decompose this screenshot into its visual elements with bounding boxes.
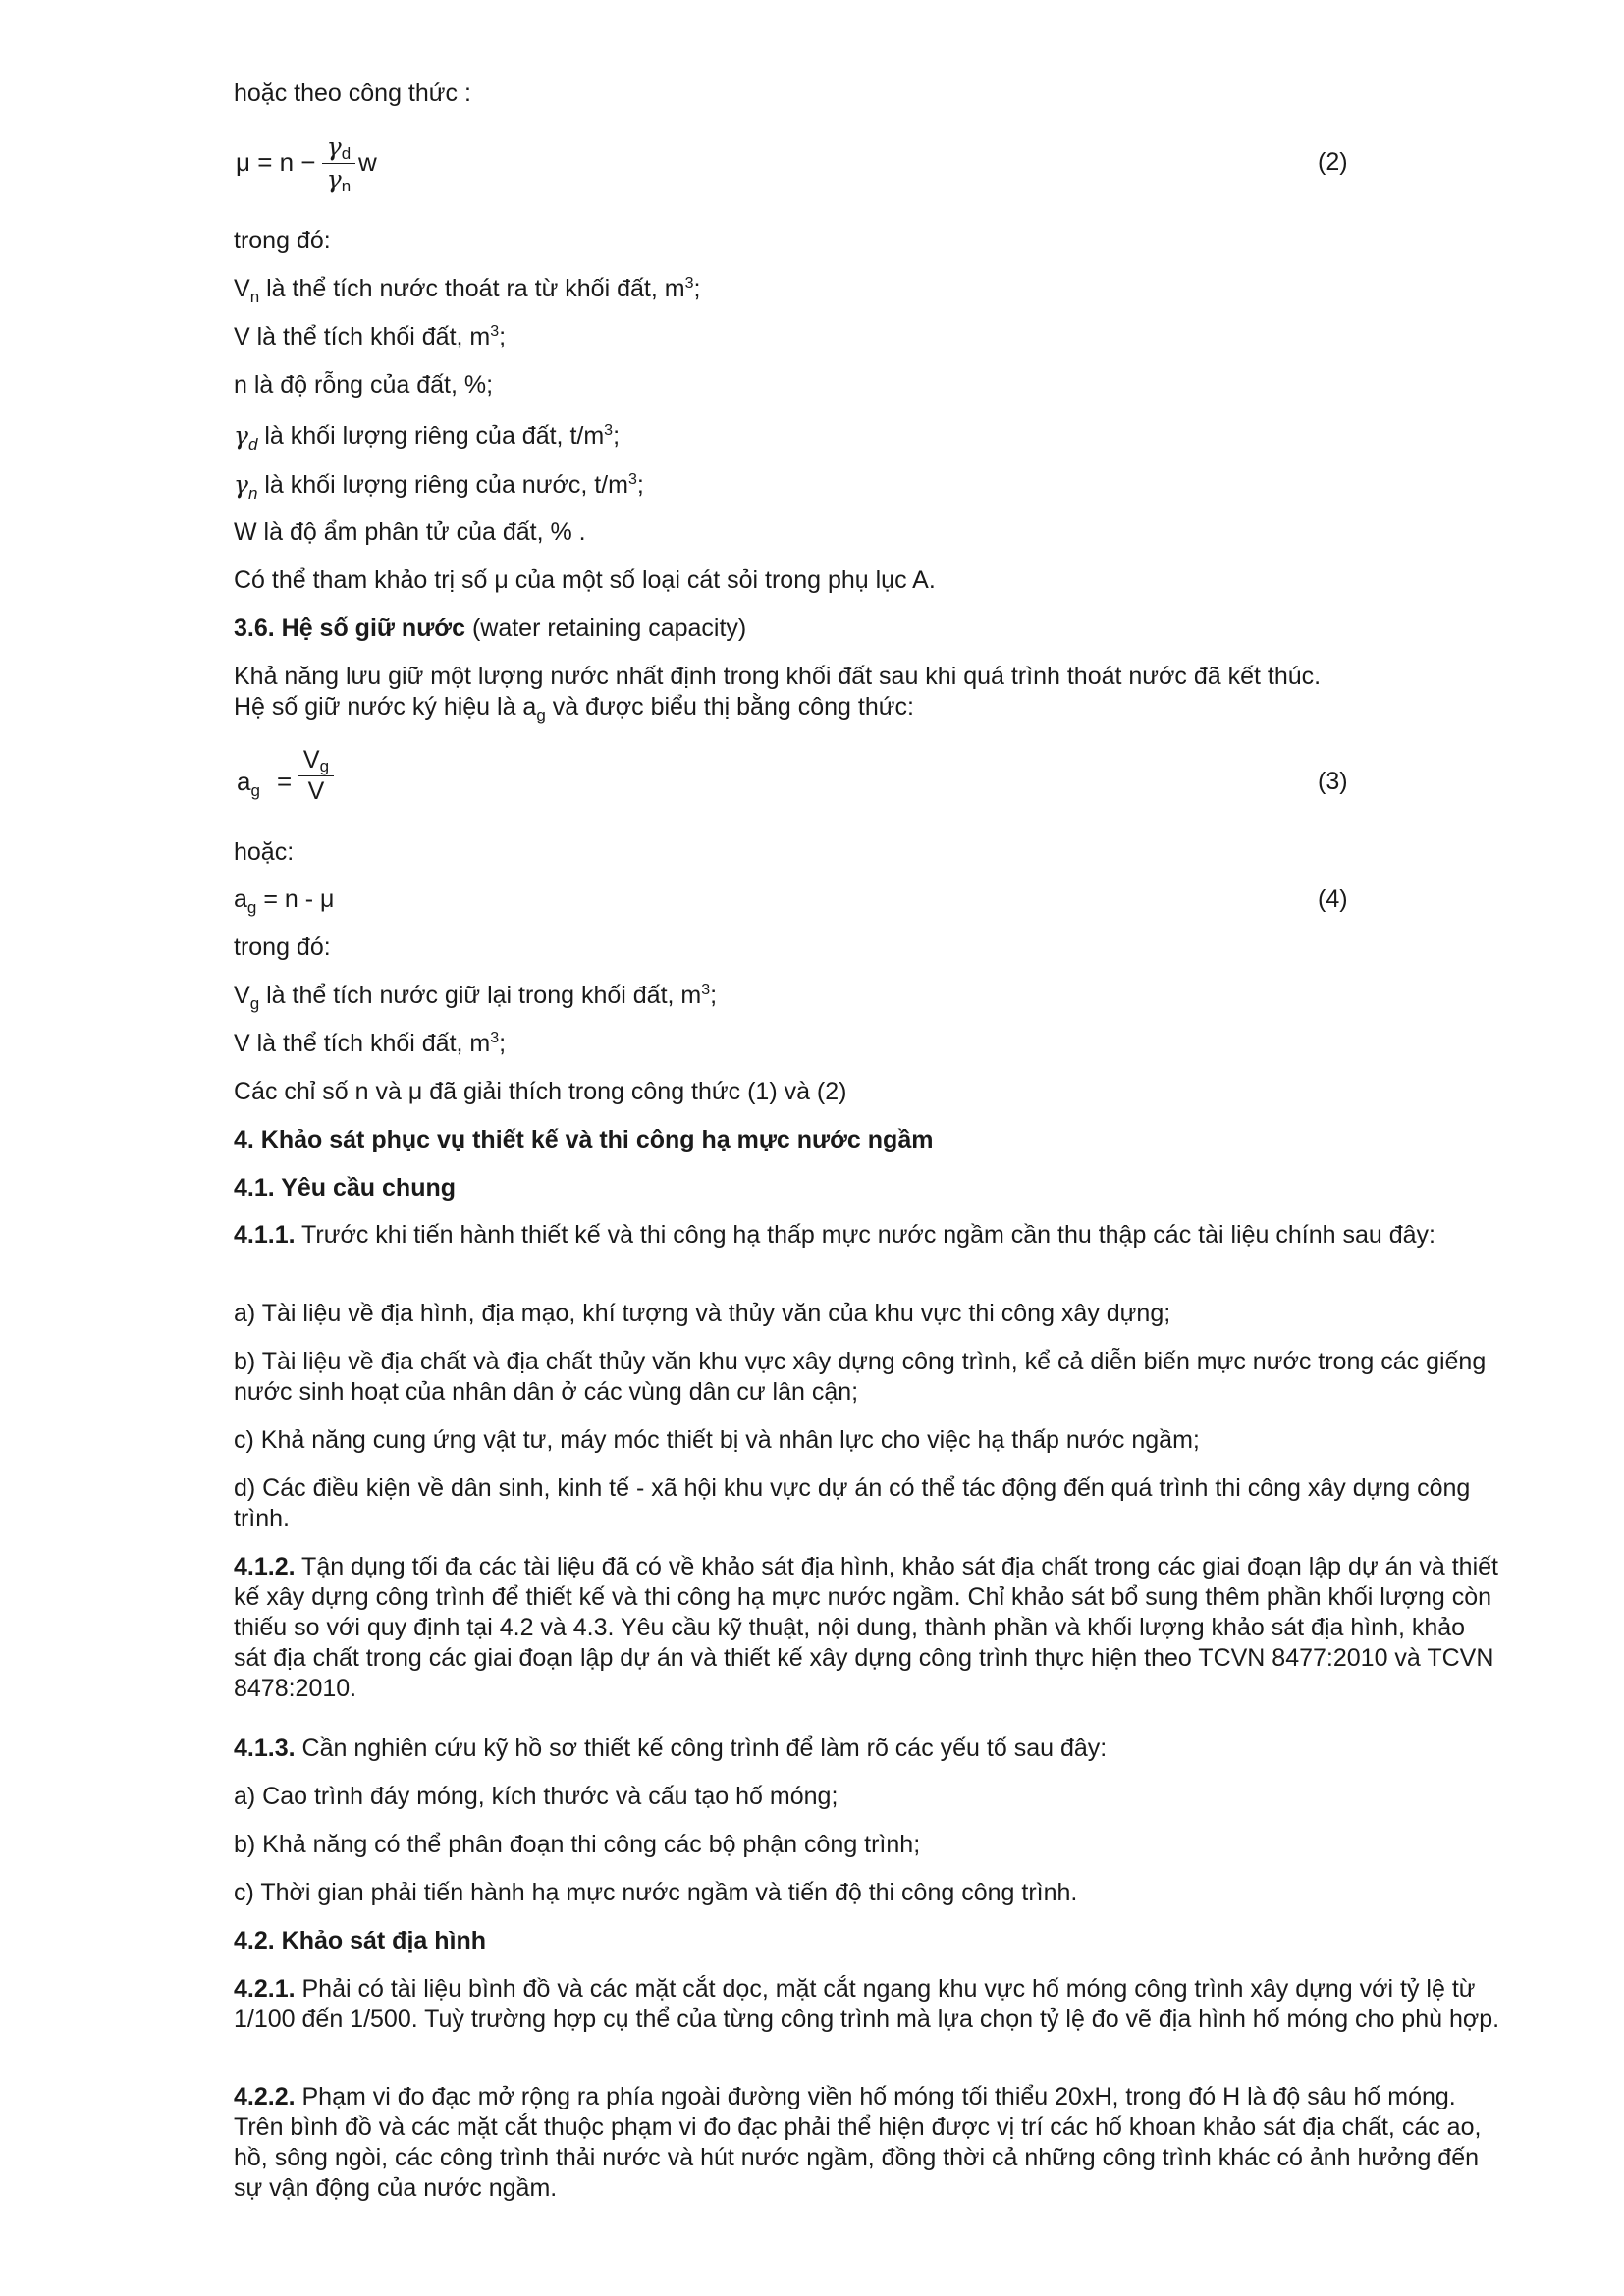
section-3-6-english: (water retaining capacity) bbox=[465, 614, 747, 642]
clause-number: 4.2.2. bbox=[234, 2083, 296, 2110]
list-item: c) Thời gian phải tiến hành hạ mực nước ngầm và tiến độ thi công công trình. bbox=[234, 1879, 1078, 1906]
superscript-3: 3 bbox=[701, 982, 711, 998]
definition-indices: Các chỉ số n và μ đã giải thích trong công thức (1) và (2) bbox=[234, 1078, 847, 1105]
section-3-6-paragraph-1: Khả năng lưu giữ một lượng nước nhất định trong khối đất sau khi quá trình thoát nước đã kết thúc. bbox=[234, 663, 1322, 690]
formula-2-num-sub: d bbox=[341, 144, 352, 163]
superscript-3: 3 bbox=[684, 275, 694, 292]
formula-3-equals: = bbox=[277, 767, 293, 796]
section-4-1-heading: 4.1. Yêu cầu chung bbox=[234, 1174, 457, 1201]
formula-2-lhs: μ = n − bbox=[236, 147, 316, 177]
list-item: b) Tài liệu về địa chất và địa chất thủy văn khu vực xây dựng công trình, kể cả diễn biến mực nước trong các giếng nước sinh hoạt của nhân dân ở các vùng dân cư lân cận; bbox=[234, 1348, 1487, 1406]
denominator-v: V bbox=[307, 777, 325, 805]
definition-text: V là thể tích khối đất, m bbox=[234, 323, 491, 350]
definition-n: n là độ rỗng của đất, %; bbox=[234, 371, 494, 399]
clause-text: Tận dụng tối đa các tài liệu đã có về khảo sát địa hình, khảo sát địa chất trong các giai đoạn lập dự án và thiết kế xây dựng công trình để thiết kế và thi công hạ mực nước ngầm. Chỉ khảo sát bổ sung thêm phần khối lượng còn thiếu so với quy định tại 4.2 và 4.3. Yêu cầu kỹ thuật, nội dung, thành phần và khối lượng khảo sát địa hình, khảo sát địa chất trong các giai đoạn lập dự án và thiết kế xây dựng công trình thực hiện theo TCVN 8477:2010 và TCVN 8478:2010. bbox=[234, 1553, 1498, 1702]
section-3-6-paragraph-2 bbox=[234, 692, 1500, 724]
definition-text: là khối lượng riêng của nước, t/m bbox=[257, 471, 628, 499]
symbol-gamma: γ bbox=[234, 421, 248, 450]
punctuation: ; bbox=[636, 471, 644, 499]
clause-text: Cần nghiên cứu kỹ hồ sơ thiết kế công trình để làm rõ các yếu tố sau đây: bbox=[295, 1735, 1108, 1762]
superscript-3: 3 bbox=[490, 323, 500, 340]
formula-3-fraction bbox=[298, 745, 334, 807]
subscript-d: d bbox=[247, 435, 258, 454]
punctuation: ; bbox=[693, 275, 701, 302]
superscript-3: 3 bbox=[627, 471, 637, 488]
punctuation: ; bbox=[613, 422, 621, 450]
where-label: trong đó: bbox=[234, 934, 331, 961]
equation-number-3: (3) bbox=[1318, 768, 1348, 795]
text-part: và được biểu thị bằng công thức: bbox=[545, 693, 914, 721]
clause-4-1-2 bbox=[234, 1552, 1500, 1704]
subscript-g: g bbox=[319, 757, 330, 775]
definition-v bbox=[234, 1029, 1500, 1062]
punctuation: ; bbox=[499, 323, 507, 350]
equation-number-4: (4) bbox=[1318, 885, 1348, 913]
clause-text: Phạm vi đo đạc mở rộng ra phía ngoài đường viền hố móng tối thiểu 20xH, trong đó H là độ sâu hố móng. Trên bình đồ và các mặt cắt thuộc phạm vi đo đạc phải thể hiện được vị trí các hố khoan khảo sát địa chất, các ao, hồ, sông ngòi, các công trình thải nước và hút nước ngầm, đồng thời cả những công trình khác có ảnh hưởng đến sự vận động của nước ngầm. bbox=[234, 2083, 1482, 2202]
formula-2-w: w bbox=[358, 147, 377, 177]
section-3-6-title: 3.6. Hệ số giữ nước bbox=[234, 614, 465, 642]
clause-4-2-1 bbox=[234, 1974, 1500, 2035]
definition-w: W là độ ẩm phân tử của đất, % . bbox=[234, 518, 586, 546]
subscript-g: g bbox=[536, 706, 546, 724]
definition-vg bbox=[234, 981, 1500, 1014]
symbol-v: V bbox=[234, 982, 250, 1009]
subscript-g: g bbox=[246, 898, 257, 917]
definition-gamma-d bbox=[234, 420, 1500, 454]
superscript-3: 3 bbox=[604, 422, 614, 439]
reference-annex-a: Có thể tham khảo trị số μ của một số loại cát sỏi trong phụ lục A. bbox=[234, 566, 936, 594]
symbol-a: a bbox=[237, 767, 251, 796]
punctuation: ; bbox=[710, 982, 718, 1009]
formula-2-den-sub: n bbox=[341, 177, 352, 195]
superscript-3: 3 bbox=[490, 1030, 500, 1046]
clause-text: Trước khi tiến hành thiết kế và thi công hạ thấp mực nước ngầm cần thu thập các tài liệu chính sau đây: bbox=[295, 1221, 1435, 1249]
formula-4-rhs: = n - μ bbox=[256, 885, 335, 913]
list-item: c) Khả năng cung ứng vật tư, máy móc thiết bị và nhân lực cho việc hạ thấp nước ngầm; bbox=[234, 1426, 1200, 1454]
subscript-g: g bbox=[249, 994, 260, 1013]
definition-text: là khối lượng riêng của đất, t/m bbox=[257, 422, 605, 450]
clause-number: 4.1.1. bbox=[234, 1221, 296, 1249]
or-label: hoặc: bbox=[234, 838, 295, 866]
subscript-n: n bbox=[247, 484, 258, 503]
punctuation: ; bbox=[499, 1030, 507, 1057]
symbol-v: V bbox=[234, 275, 250, 302]
formula-2-fraction bbox=[322, 132, 355, 197]
section-4-2-heading: 4.2. Khảo sát địa hình bbox=[234, 1927, 486, 1954]
subscript-n: n bbox=[249, 288, 260, 306]
definition-text: V là thể tích khối đất, m bbox=[234, 1030, 491, 1057]
formula-3-lhs bbox=[237, 767, 260, 800]
section-3-6-heading bbox=[234, 614, 1500, 644]
definition-gamma-n bbox=[234, 469, 1500, 504]
list-item: a) Tài liệu về địa hình, địa mạo, khí tượng và thủy văn của khu vực thi công xây dựng; bbox=[234, 1300, 1171, 1327]
clause-number: 4.2.1. bbox=[234, 1975, 296, 2002]
definition-text: là thể tích nước giữ lại trong khối đất, m bbox=[259, 982, 702, 1009]
formula-2-num-gamma: γ bbox=[326, 133, 342, 161]
equation-number-2: (2) bbox=[1318, 148, 1348, 176]
formula-2-den-gamma: γ bbox=[326, 165, 342, 193]
text-part: Hệ số giữ nước ký hiệu là a bbox=[234, 693, 537, 721]
clause-number: 4.1.3. bbox=[234, 1735, 296, 1762]
paragraph-or-formula: hoặc theo công thức : bbox=[234, 80, 471, 107]
clause-4-2-2 bbox=[234, 2082, 1500, 2204]
definition-vn bbox=[234, 274, 1500, 307]
list-item: a) Cao trình đáy móng, kích thước và cấu tạo hố móng; bbox=[234, 1783, 839, 1810]
formula-4 bbox=[234, 884, 1500, 917]
clause-4-1-1 bbox=[234, 1220, 1500, 1251]
clause-number: 4.1.2. bbox=[234, 1553, 296, 1580]
clause-text: Phải có tài liệu bình đồ và các mặt cắt dọc, mặt cắt ngang khu vực hố móng công trình xây dựng với tỷ lệ từ 1/100 đến 1/500. Tuỳ trường hợp cụ thể của từng công trình mà lựa chọn tỷ lệ đo vẽ địa hình hố móng cho phù hợp. bbox=[234, 1975, 1500, 2033]
clause-4-1-3 bbox=[234, 1734, 1500, 1764]
section-4-heading: 4. Khảo sát phục vụ thiết kế và thi công hạ mực nước ngầm bbox=[234, 1126, 934, 1153]
numerator-v: V bbox=[302, 746, 320, 774]
list-item: b) Khả năng có thể phân đoạn thi công các bộ phận công trình; bbox=[234, 1831, 921, 1858]
symbol-gamma: γ bbox=[234, 470, 248, 499]
definition-v bbox=[234, 322, 1500, 355]
symbol-a: a bbox=[234, 885, 247, 913]
definition-text: là thể tích nước thoát ra từ khối đất, m bbox=[259, 275, 685, 302]
where-label: trong đó: bbox=[234, 227, 331, 254]
list-item: d) Các điều kiện về dân sinh, kinh tế - xã hội khu vực dự án có thể tác động đến quá trình thi công xây dựng công trình. bbox=[234, 1474, 1471, 1532]
subscript-g: g bbox=[250, 781, 260, 800]
